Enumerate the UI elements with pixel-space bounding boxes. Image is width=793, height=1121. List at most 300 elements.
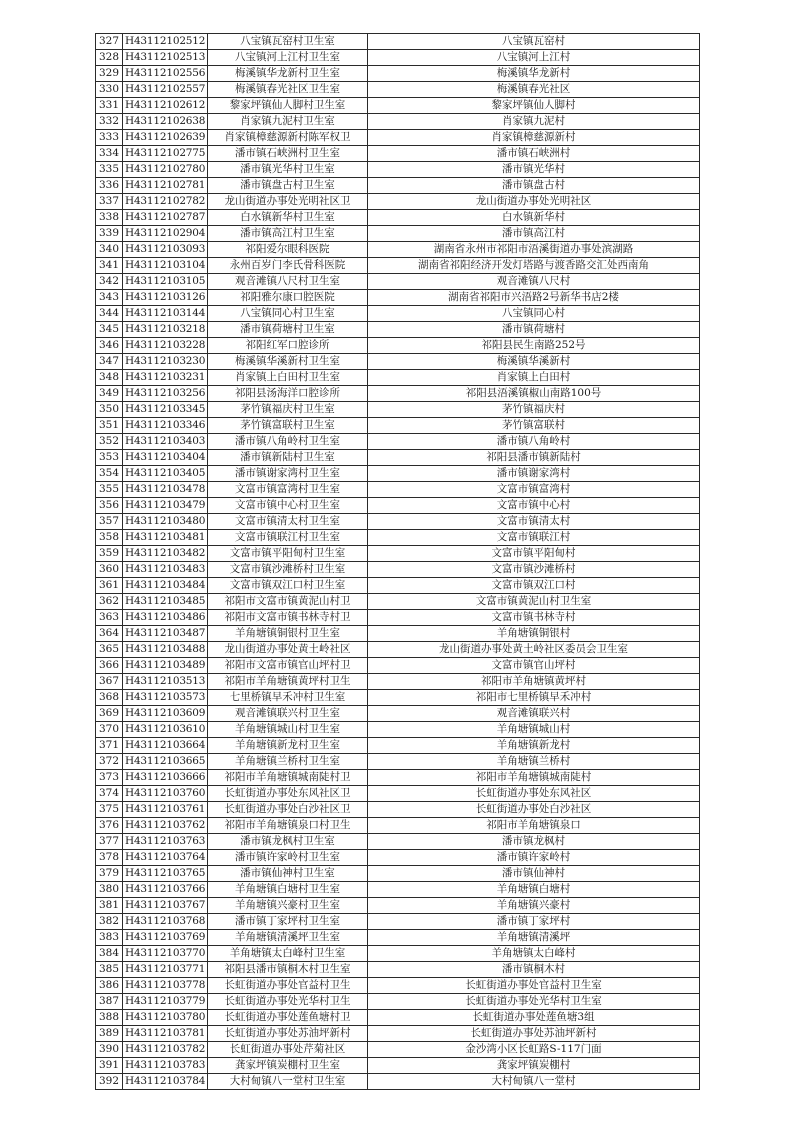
institution-code-cell: H43112102638 — [123, 114, 208, 130]
table-row — [96, 946, 700, 962]
institution-name-cell: 八宝镇瓦窑村卫生室 — [208, 34, 368, 50]
institution-address-cell: 文富市镇官山坪村 — [368, 658, 700, 674]
table-row — [96, 818, 700, 834]
table-row — [96, 626, 700, 642]
institution-code-cell: H43112103485 — [123, 594, 208, 610]
institution-name-cell: 祁阳市羊角塘镇城南陡村卫 — [208, 770, 368, 786]
institution-name-cell: 肖家镇上白田村卫生室 — [208, 370, 368, 386]
institution-name-cell: 潘市镇龙枫村卫生室 — [208, 834, 368, 850]
institution-code-cell: H43112102512 — [123, 34, 208, 50]
institution-name-cell: 梅溪镇华龙新村卫生室 — [208, 66, 368, 82]
table-row — [96, 290, 700, 306]
institution-code-cell: H43112102639 — [123, 130, 208, 146]
institution-code-cell: H43112102612 — [123, 98, 208, 114]
institution-code-cell: H43112103488 — [123, 642, 208, 658]
institution-address-cell: 文富市镇富湾村 — [368, 482, 700, 498]
row-number-cell: 375 — [96, 802, 123, 818]
row-number-cell: 376 — [96, 818, 123, 834]
institution-name-cell: 羊角塘镇铜银村卫生室 — [208, 626, 368, 642]
table-row — [96, 162, 700, 178]
institution-address-cell: 羊角塘镇城山村 — [368, 722, 700, 738]
row-number-cell: 390 — [96, 1042, 123, 1058]
institution-address-cell: 文富市镇书林寺村 — [368, 610, 700, 626]
row-number-cell: 381 — [96, 898, 123, 914]
table-row — [96, 210, 700, 226]
institution-name-cell: 龙山街道办事处黄土岭社区 — [208, 642, 368, 658]
institution-address-cell: 龚家坪镇炭棚村 — [368, 1058, 700, 1074]
table-row — [96, 306, 700, 322]
institution-address-cell: 潘市镇高江村 — [368, 226, 700, 242]
table-row — [96, 834, 700, 850]
table-row — [96, 914, 700, 930]
institution-code-cell: H43112103486 — [123, 610, 208, 626]
institution-name-cell: 文富市镇双江口村卫生室 — [208, 578, 368, 594]
row-number-cell: 339 — [96, 226, 123, 242]
row-number-cell: 362 — [96, 594, 123, 610]
table-row — [96, 402, 700, 418]
row-number-cell: 344 — [96, 306, 123, 322]
institution-code-cell: H43112103609 — [123, 706, 208, 722]
institution-name-cell: 观音滩镇八尺村卫生室 — [208, 274, 368, 290]
table-row — [96, 658, 700, 674]
institution-address-cell: 文富市镇联江村 — [368, 530, 700, 546]
institution-address-cell: 湖南省祁阳市兴浯路2号新华书店2楼 — [368, 290, 700, 306]
table-row — [96, 1042, 700, 1058]
institution-name-cell: 潘市镇许家岭村卫生室 — [208, 850, 368, 866]
row-number-cell: 359 — [96, 546, 123, 562]
institution-code-cell: H43112103256 — [123, 386, 208, 402]
table-row — [96, 850, 700, 866]
institution-address-cell: 肖家镇九泥村 — [368, 114, 700, 130]
row-number-cell: 355 — [96, 482, 123, 498]
row-number-cell: 335 — [96, 162, 123, 178]
institution-address-cell: 龙山街道办事处光明社区 — [368, 194, 700, 210]
row-number-cell: 366 — [96, 658, 123, 674]
table-row — [96, 690, 700, 706]
institution-address-cell: 茅竹镇富联村 — [368, 418, 700, 434]
clinic-list-table — [95, 33, 700, 1090]
institution-address-cell: 文富市镇平阳甸村 — [368, 546, 700, 562]
institution-name-cell: 肖家镇九泥村卫生室 — [208, 114, 368, 130]
row-number-cell: 372 — [96, 754, 123, 770]
institution-name-cell: 肖家镇樟慈源新村陈军权卫 — [208, 130, 368, 146]
row-number-cell: 354 — [96, 466, 123, 482]
institution-name-cell: 潘市镇石峡洲村卫生室 — [208, 146, 368, 162]
row-number-cell: 391 — [96, 1058, 123, 1074]
institution-address-cell: 潘市镇许家岭村 — [368, 850, 700, 866]
institution-name-cell: 祁阳县潘市镇桐木村卫生室 — [208, 962, 368, 978]
institution-code-cell: H43112103513 — [123, 674, 208, 690]
row-number-cell: 331 — [96, 98, 123, 114]
institution-code-cell: H43112103664 — [123, 738, 208, 754]
row-number-cell: 336 — [96, 178, 123, 194]
institution-code-cell: H43112103482 — [123, 546, 208, 562]
institution-address-cell: 长虹街道办事处莲鱼塘3组 — [368, 1010, 700, 1026]
row-number-cell: 369 — [96, 706, 123, 722]
row-number-cell: 367 — [96, 674, 123, 690]
institution-address-cell: 羊角塘镇新龙村 — [368, 738, 700, 754]
row-number-cell: 342 — [96, 274, 123, 290]
row-number-cell: 368 — [96, 690, 123, 706]
institution-name-cell: 文富市镇中心村卫生室 — [208, 498, 368, 514]
table-row — [96, 578, 700, 594]
institution-address-cell: 羊角塘镇太白峰村 — [368, 946, 700, 962]
institution-address-cell: 羊角塘镇兴豪村 — [368, 898, 700, 914]
row-number-cell: 392 — [96, 1074, 123, 1090]
institution-address-cell: 梅溪镇华龙新村 — [368, 66, 700, 82]
institution-name-cell: 潘市镇高江村卫生室 — [208, 226, 368, 242]
institution-name-cell: 羊角塘镇兰桥村卫生室 — [208, 754, 368, 770]
row-number-cell: 345 — [96, 322, 123, 338]
institution-code-cell: H43112103761 — [123, 802, 208, 818]
table-row — [96, 930, 700, 946]
row-number-cell: 332 — [96, 114, 123, 130]
row-number-cell: 383 — [96, 930, 123, 946]
table-row — [96, 770, 700, 786]
institution-address-cell: 大村甸镇八一堂村 — [368, 1074, 700, 1090]
row-number-cell: 371 — [96, 738, 123, 754]
institution-code-cell: H43112103144 — [123, 306, 208, 322]
institution-name-cell: 长虹街道办事处白沙社区卫 — [208, 802, 368, 818]
row-number-cell: 351 — [96, 418, 123, 434]
institution-code-cell: H43112103771 — [123, 962, 208, 978]
institution-address-cell: 观音滩镇联兴村 — [368, 706, 700, 722]
row-number-cell: 330 — [96, 82, 123, 98]
institution-code-cell: H43112103778 — [123, 978, 208, 994]
institution-name-cell: 祁阳市羊角塘镇泉口村卫生 — [208, 818, 368, 834]
row-number-cell: 337 — [96, 194, 123, 210]
institution-name-cell: 文富市镇联江村卫生室 — [208, 530, 368, 546]
institution-code-cell: H43112103404 — [123, 450, 208, 466]
institution-address-cell: 潘市镇八角岭村 — [368, 434, 700, 450]
row-number-cell: 379 — [96, 866, 123, 882]
institution-name-cell: 茅竹镇富联村卫生室 — [208, 418, 368, 434]
table-row — [96, 562, 700, 578]
row-number-cell: 382 — [96, 914, 123, 930]
institution-address-cell: 羊角塘镇兰桥村 — [368, 754, 700, 770]
institution-address-cell: 长虹街道办事处东风社区 — [368, 786, 700, 802]
institution-name-cell: 文富市镇清太村卫生室 — [208, 514, 368, 530]
table-row — [96, 34, 700, 50]
institution-code-cell: H43112103779 — [123, 994, 208, 1010]
table-row — [96, 434, 700, 450]
row-number-cell: 328 — [96, 50, 123, 66]
institution-address-cell: 肖家镇樟慈源新村 — [368, 130, 700, 146]
institution-address-cell: 长虹街道办事处苏油坪新村 — [368, 1026, 700, 1042]
table-row — [96, 994, 700, 1010]
institution-name-cell: 祁阳雅尔康口腔医院 — [208, 290, 368, 306]
institution-code-cell: H43112103783 — [123, 1058, 208, 1074]
table-row — [96, 882, 700, 898]
institution-code-cell: H43112102787 — [123, 210, 208, 226]
institution-code-cell: H43112103762 — [123, 818, 208, 834]
table-row — [96, 114, 700, 130]
table-row — [96, 866, 700, 882]
institution-name-cell: 羊角塘镇兴豪村卫生室 — [208, 898, 368, 914]
table-row — [96, 258, 700, 274]
institution-address-cell: 湖南省永州市祁阳市浯溪街道办事处滨湖路 — [368, 242, 700, 258]
table-row — [96, 50, 700, 66]
institution-address-cell: 文富市镇中心村 — [368, 498, 700, 514]
row-number-cell: 360 — [96, 562, 123, 578]
institution-name-cell: 潘市镇盘古村卫生室 — [208, 178, 368, 194]
table-row — [96, 738, 700, 754]
institution-address-cell: 祁阳市七里桥镇早禾冲村 — [368, 690, 700, 706]
institution-name-cell: 羊角塘镇城山村卫生室 — [208, 722, 368, 738]
institution-name-cell: 白水镇新华村卫生室 — [208, 210, 368, 226]
institution-address-cell: 祁阳县民生南路252号 — [368, 338, 700, 354]
institution-code-cell: H43112102556 — [123, 66, 208, 82]
institution-code-cell: H43112103346 — [123, 418, 208, 434]
institution-name-cell: 祁阳县汤海洋口腔诊所 — [208, 386, 368, 402]
table-row — [96, 242, 700, 258]
institution-name-cell: 潘市镇仙神村卫生室 — [208, 866, 368, 882]
row-number-cell: 334 — [96, 146, 123, 162]
institution-name-cell: 潘市镇八角岭村卫生室 — [208, 434, 368, 450]
institution-name-cell: 文富市镇平阳甸村卫生室 — [208, 546, 368, 562]
table-row — [96, 706, 700, 722]
institution-name-cell: 潘市镇丁家坪村卫生室 — [208, 914, 368, 930]
row-number-cell: 347 — [96, 354, 123, 370]
row-number-cell: 343 — [96, 290, 123, 306]
row-number-cell: 340 — [96, 242, 123, 258]
institution-address-cell: 羊角塘镇白塘村 — [368, 882, 700, 898]
institution-address-cell: 潘市镇仙神村 — [368, 866, 700, 882]
institution-address-cell: 白水镇新华村 — [368, 210, 700, 226]
row-number-cell: 358 — [96, 530, 123, 546]
table-row — [96, 802, 700, 818]
row-number-cell: 386 — [96, 978, 123, 994]
institution-code-cell: H43112103218 — [123, 322, 208, 338]
table-row — [96, 466, 700, 482]
institution-name-cell: 祁阳爱尔眼科医院 — [208, 242, 368, 258]
institution-code-cell: H43112103784 — [123, 1074, 208, 1090]
institution-address-cell: 潘市镇石峡洲村 — [368, 146, 700, 162]
institution-address-cell: 肖家镇上白田村 — [368, 370, 700, 386]
row-number-cell: 338 — [96, 210, 123, 226]
institution-code-cell: H43112103665 — [123, 754, 208, 770]
institution-name-cell: 祁阳市文富市镇官山坪村卫 — [208, 658, 368, 674]
institution-address-cell: 八宝镇同心村 — [368, 306, 700, 322]
institution-name-cell: 茅竹镇福庆村卫生室 — [208, 402, 368, 418]
clinic-list-table-container — [95, 33, 699, 1090]
table-row — [96, 1058, 700, 1074]
table-row — [96, 962, 700, 978]
table-row — [96, 354, 700, 370]
institution-name-cell: 羊角塘镇太白峰村卫生室 — [208, 946, 368, 962]
institution-name-cell: 龚家坪镇炭棚村卫生室 — [208, 1058, 368, 1074]
table-body — [96, 34, 700, 1090]
table-row — [96, 898, 700, 914]
institution-name-cell: 羊角塘镇清溪坪卫生室 — [208, 930, 368, 946]
institution-address-cell: 祁阳县浯溪镇椒山南路100号 — [368, 386, 700, 402]
institution-code-cell: H43112102904 — [123, 226, 208, 242]
row-number-cell: 374 — [96, 786, 123, 802]
row-number-cell: 329 — [96, 66, 123, 82]
table-row — [96, 482, 700, 498]
institution-code-cell: H43112103480 — [123, 514, 208, 530]
institution-name-cell: 祁阳市文富市镇黄泥山村卫 — [208, 594, 368, 610]
institution-code-cell: H43112103484 — [123, 578, 208, 594]
institution-name-cell: 文富市镇富湾村卫生室 — [208, 482, 368, 498]
table-row — [96, 1010, 700, 1026]
table-row — [96, 722, 700, 738]
institution-address-cell: 祁阳市羊角塘镇城南陡村 — [368, 770, 700, 786]
institution-name-cell: 龙山街道办事处光明社区卫 — [208, 194, 368, 210]
institution-address-cell: 祁阳县潘市镇新陆村 — [368, 450, 700, 466]
institution-name-cell: 长虹街道办事处光华村卫生 — [208, 994, 368, 1010]
institution-code-cell: H43112103481 — [123, 530, 208, 546]
table-row — [96, 1026, 700, 1042]
row-number-cell: 356 — [96, 498, 123, 514]
institution-code-cell: H43112102513 — [123, 50, 208, 66]
institution-address-cell: 潘市镇光华村 — [368, 162, 700, 178]
institution-code-cell: H43112103230 — [123, 354, 208, 370]
institution-code-cell: H43112103782 — [123, 1042, 208, 1058]
row-number-cell: 363 — [96, 610, 123, 626]
institution-code-cell: H43112103126 — [123, 290, 208, 306]
institution-address-cell: 羊角塘镇清溪坪 — [368, 930, 700, 946]
institution-name-cell: 祁阳市羊角塘镇黄坪村卫生 — [208, 674, 368, 690]
table-row — [96, 498, 700, 514]
institution-address-cell: 潘市镇桐木村 — [368, 962, 700, 978]
institution-code-cell: H43112103767 — [123, 898, 208, 914]
institution-code-cell: H43112103573 — [123, 690, 208, 706]
institution-address-cell: 祁阳市羊角塘镇泉口 — [368, 818, 700, 834]
institution-name-cell: 长虹街道办事处莲鱼塘村卫 — [208, 1010, 368, 1026]
table-row — [96, 610, 700, 626]
institution-address-cell: 金沙湾小区长虹路S-117门面 — [368, 1042, 700, 1058]
institution-code-cell: H43112102557 — [123, 82, 208, 98]
table-row — [96, 978, 700, 994]
institution-code-cell: H43112103764 — [123, 850, 208, 866]
institution-name-cell: 羊角塘镇新龙村卫生室 — [208, 738, 368, 754]
table-row — [96, 178, 700, 194]
institution-name-cell: 潘市镇谢家湾村卫生室 — [208, 466, 368, 482]
table-row — [96, 594, 700, 610]
table-row — [96, 546, 700, 562]
table-row — [96, 530, 700, 546]
institution-name-cell: 大村甸镇八一堂村卫生室 — [208, 1074, 368, 1090]
institution-code-cell: H43112103610 — [123, 722, 208, 738]
institution-code-cell: H43112103093 — [123, 242, 208, 258]
row-number-cell: 327 — [96, 34, 123, 50]
row-number-cell: 365 — [96, 642, 123, 658]
institution-code-cell: H43112103345 — [123, 402, 208, 418]
institution-address-cell: 梅溪镇华溪新村 — [368, 354, 700, 370]
institution-address-cell: 潘市镇丁家坪村 — [368, 914, 700, 930]
institution-name-cell: 潘市镇新陆村卫生室 — [208, 450, 368, 466]
table-row — [96, 754, 700, 770]
institution-address-cell: 黎家坪镇仙人脚村 — [368, 98, 700, 114]
institution-address-cell: 观音滩镇八尺村 — [368, 274, 700, 290]
institution-code-cell: H43112102782 — [123, 194, 208, 210]
table-row — [96, 274, 700, 290]
institution-name-cell: 长虹街道办事处芹菊社区 — [208, 1042, 368, 1058]
institution-code-cell: H43112103765 — [123, 866, 208, 882]
table-row — [96, 642, 700, 658]
institution-address-cell: 长虹街道办事处光华村卫生室 — [368, 994, 700, 1010]
institution-code-cell: H43112103478 — [123, 482, 208, 498]
row-number-cell: 346 — [96, 338, 123, 354]
institution-address-cell: 潘市镇盘古村 — [368, 178, 700, 194]
institution-name-cell: 羊角塘镇白塘村卫生室 — [208, 882, 368, 898]
row-number-cell: 357 — [96, 514, 123, 530]
institution-address-cell: 八宝镇瓦窑村 — [368, 34, 700, 50]
institution-name-cell: 长虹街道办事处官益村卫生 — [208, 978, 368, 994]
row-number-cell: 389 — [96, 1026, 123, 1042]
institution-name-cell: 潘市镇光华村卫生室 — [208, 162, 368, 178]
institution-code-cell: H43112103479 — [123, 498, 208, 514]
institution-name-cell: 永州百岁门李氏骨科医院 — [208, 258, 368, 274]
institution-code-cell: H43112103768 — [123, 914, 208, 930]
institution-code-cell: H43112103487 — [123, 626, 208, 642]
institution-address-cell: 潘市镇谢家湾村 — [368, 466, 700, 482]
institution-address-cell: 祁阳市羊角塘镇黄坪村 — [368, 674, 700, 690]
row-number-cell: 352 — [96, 434, 123, 450]
table-row — [96, 418, 700, 434]
institution-code-cell: H43112102781 — [123, 178, 208, 194]
table-row — [96, 338, 700, 354]
institution-code-cell: H43112102775 — [123, 146, 208, 162]
table-row — [96, 450, 700, 466]
institution-code-cell: H43112103766 — [123, 882, 208, 898]
row-number-cell: 384 — [96, 946, 123, 962]
institution-code-cell: H43112103105 — [123, 274, 208, 290]
table-row — [96, 146, 700, 162]
institution-address-cell: 羊角塘镇铜银村 — [368, 626, 700, 642]
institution-name-cell: 长虹街道办事处东风社区卫 — [208, 786, 368, 802]
table-row — [96, 82, 700, 98]
institution-address-cell: 文富市镇黄泥山村卫生室 — [368, 594, 700, 610]
row-number-cell: 377 — [96, 834, 123, 850]
institution-name-cell: 梅溪镇春光社区卫生室 — [208, 82, 368, 98]
table-row — [96, 98, 700, 114]
institution-code-cell: H43112103483 — [123, 562, 208, 578]
table-row — [96, 66, 700, 82]
institution-code-cell: H43112103489 — [123, 658, 208, 674]
institution-code-cell: H43112103760 — [123, 786, 208, 802]
institution-code-cell: H43112103770 — [123, 946, 208, 962]
institution-name-cell: 文富市镇沙滩桥村卫生室 — [208, 562, 368, 578]
table-row — [96, 194, 700, 210]
institution-address-cell: 梅溪镇春光社区 — [368, 82, 700, 98]
institution-code-cell: H43112103403 — [123, 434, 208, 450]
institution-address-cell: 龙山街道办事处黄土岭社区委员会卫生室 — [368, 642, 700, 658]
table-row — [96, 514, 700, 530]
row-number-cell: 380 — [96, 882, 123, 898]
row-number-cell: 378 — [96, 850, 123, 866]
institution-code-cell: H43112103231 — [123, 370, 208, 386]
row-number-cell: 373 — [96, 770, 123, 786]
institution-address-cell: 文富市镇清太村 — [368, 514, 700, 530]
institution-name-cell: 潘市镇荷塘村卫生室 — [208, 322, 368, 338]
institution-address-cell: 八宝镇河上江村 — [368, 50, 700, 66]
table-row — [96, 1074, 700, 1090]
institution-code-cell: H43112103769 — [123, 930, 208, 946]
institution-name-cell: 七里桥镇早禾冲村卫生室 — [208, 690, 368, 706]
row-number-cell: 353 — [96, 450, 123, 466]
institution-code-cell: H43112103780 — [123, 1010, 208, 1026]
institution-name-cell: 祁阳市文富市镇书林寺村卫 — [208, 610, 368, 626]
row-number-cell: 388 — [96, 1010, 123, 1026]
table-row — [96, 786, 700, 802]
institution-address-cell: 文富市镇双江口村 — [368, 578, 700, 594]
institution-code-cell: H43112103228 — [123, 338, 208, 354]
table-row — [96, 130, 700, 146]
institution-code-cell: H43112103666 — [123, 770, 208, 786]
row-number-cell: 350 — [96, 402, 123, 418]
